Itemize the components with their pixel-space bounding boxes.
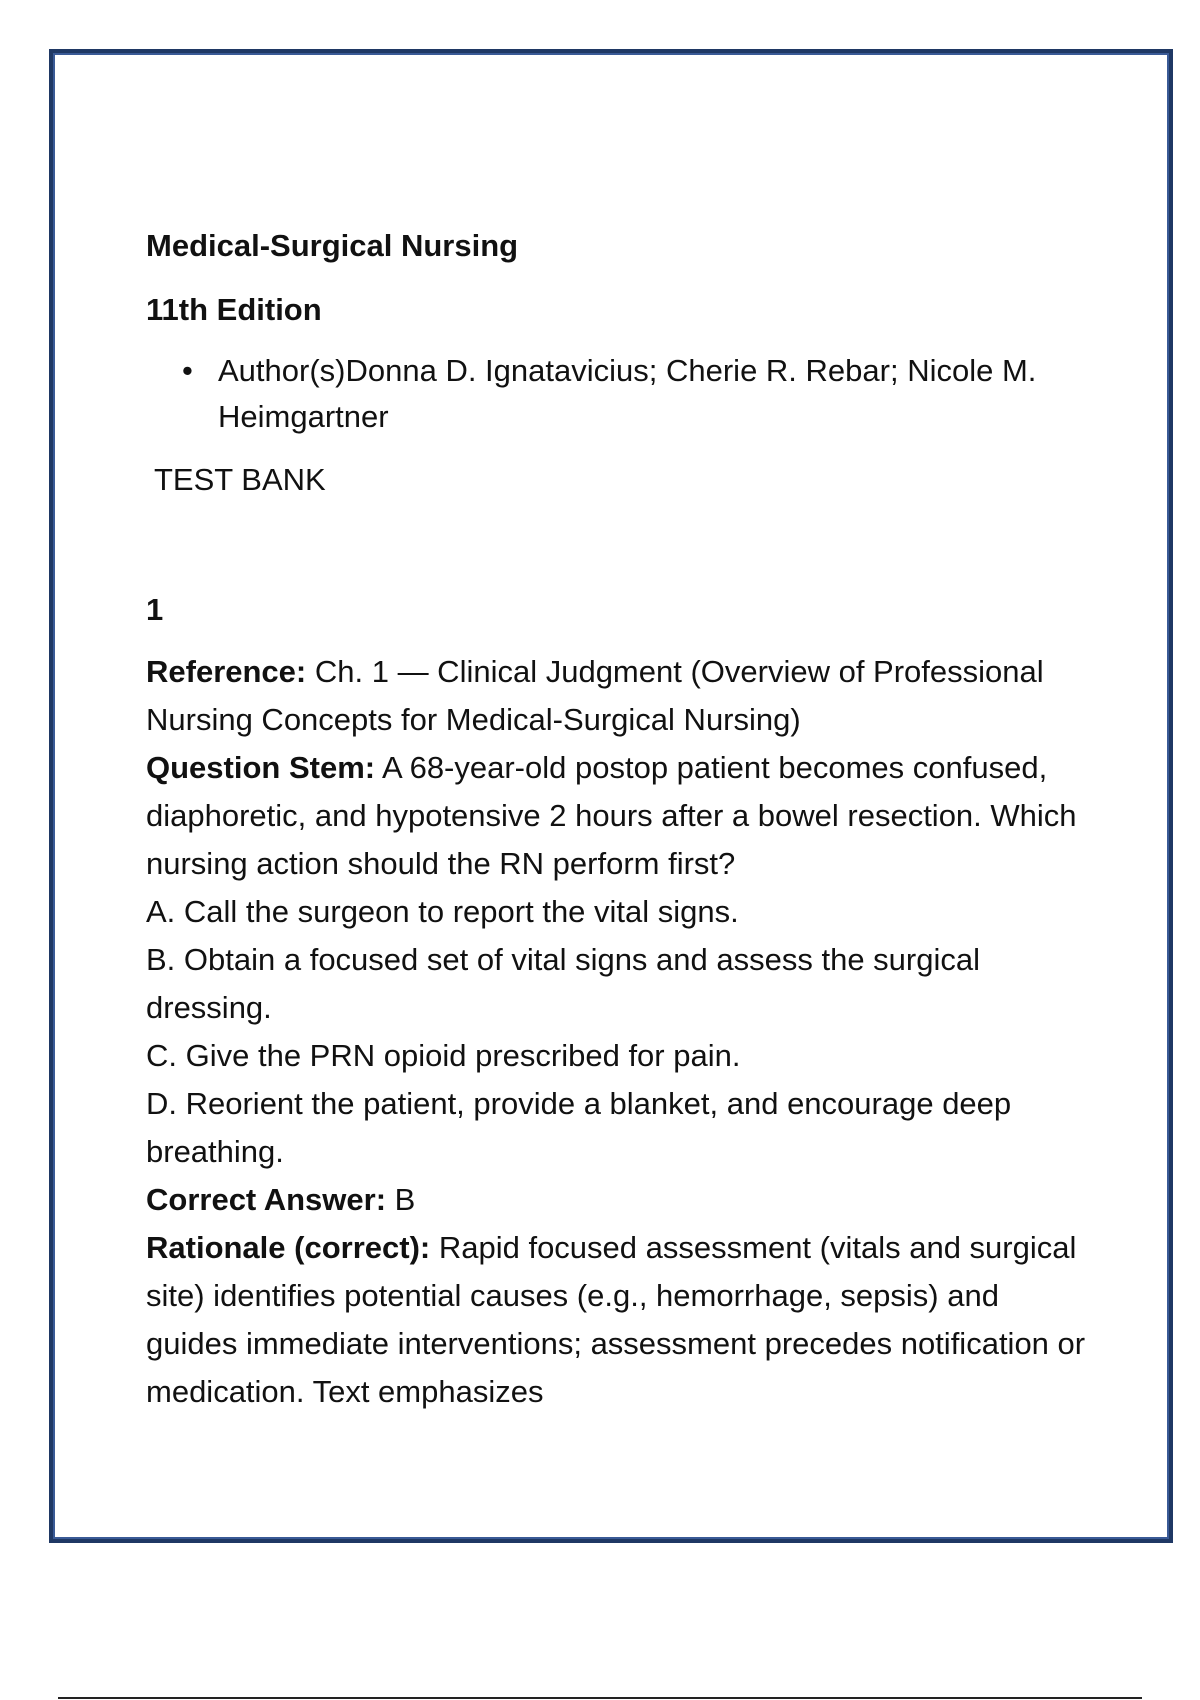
- correct-answer-line: [146, 1176, 1086, 1224]
- book-title: Medical-Surgical Nursing: [146, 228, 519, 263]
- question-block: [146, 648, 1086, 1416]
- author-list: [146, 348, 1086, 440]
- edition-label: 11th Edition: [146, 292, 322, 327]
- footer-divider: [58, 1697, 1142, 1699]
- option-c: C. Give the PRN opioid prescribed for pain.: [146, 1038, 741, 1073]
- document-content: [146, 222, 1086, 1416]
- option-b: B. Obtain a focused set of vital signs and assess the surgical dressing.: [146, 942, 981, 1025]
- author-list-item: [146, 348, 1086, 440]
- reference-text: Ch. 1 — Clinical Judgment (Overview of Professional Nursing Concepts for Medical-Surgical Nursing): [146, 654, 1044, 737]
- stem-label: Question Stem:: [146, 750, 376, 785]
- rationale-line: [146, 1224, 1086, 1416]
- rationale-text: Rapid focused assessment (vitals and surgical site) identifies potential causes (e.g., hemorrhage, sepsis) and guides immediate interventions; assessment precedes notification or medication. Text emphasizes: [146, 1230, 1086, 1409]
- rationale-label: Rationale (correct):: [146, 1230, 431, 1265]
- option-d: D. Reorient the patient, provide a blanket, and encourage deep breathing.: [146, 1086, 1012, 1169]
- authors-text: Author(s)Donna D. Ignatavicius; Cherie R. Rebar; Nicole M. Heimgartner: [218, 353, 1037, 434]
- reference-line: [146, 648, 1086, 744]
- question-number: 1: [146, 592, 164, 627]
- question-stem: [146, 744, 1086, 888]
- answer-label: Correct Answer:: [146, 1182, 387, 1217]
- bullet-icon: •: [182, 353, 193, 388]
- stem-text: A 68-year-old postop patient becomes confused, diaphoretic, and hypotensive 2 hours after a bowel resection. Which nursing action should the RN perform first?: [146, 750, 1077, 881]
- test-bank-heading: TEST BANK: [154, 462, 326, 497]
- reference-label: Reference:: [146, 654, 307, 689]
- option-a: A. Call the surgeon to report the vital signs.: [146, 894, 739, 929]
- answer-text: B: [386, 1182, 416, 1217]
